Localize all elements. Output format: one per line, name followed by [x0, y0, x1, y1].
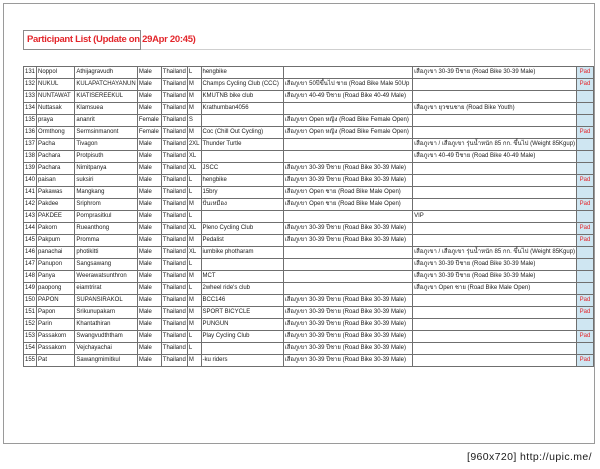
row-number-cell: 149: [24, 283, 37, 295]
team-cell: MCT: [201, 271, 283, 283]
first-name-cell: Passakorn: [37, 343, 75, 355]
table-row: [24, 79, 594, 91]
row-number-cell: 135: [24, 115, 37, 127]
row-number-cell: 136: [24, 127, 37, 139]
category-cell: เสือภูเขา 30-39 ปีชาย (Road Bike 30-39 Male): [283, 295, 412, 307]
gender-cell: Male: [137, 319, 161, 331]
category-alt-cell: เสือภูเขา 30-39 ปีชาย (Road Bike 30-39 Male): [413, 259, 577, 271]
first-name-cell: Nuttasak: [37, 103, 75, 115]
table-row: [24, 247, 594, 259]
first-name-cell: Passakorn: [37, 331, 75, 343]
category-cell: [283, 67, 412, 79]
gender-cell: Male: [137, 283, 161, 295]
table-row: [24, 295, 594, 307]
row-number-cell: 139: [24, 163, 37, 175]
pad-cell: [577, 283, 594, 295]
image-host-footer: [960x720] http://upic.me/: [467, 451, 592, 463]
gender-cell: Male: [137, 103, 161, 115]
first-name-cell: NUNTAWAT: [37, 91, 75, 103]
shirt-size-cell: M: [187, 235, 201, 247]
first-name-cell: NUKUL: [37, 79, 75, 91]
table-row: [24, 211, 594, 223]
category-cell: เสือภูเขา 30-39 ปีชาย (Road Bike 30-39 Male): [283, 235, 412, 247]
team-cell: Champs Cycling Club (CCC): [201, 79, 283, 91]
first-name-cell: PAKDEE: [37, 211, 75, 223]
category-alt-cell: [413, 307, 577, 319]
table-row: [24, 163, 594, 175]
document-page: [3, 3, 595, 444]
pad-cell: [577, 151, 594, 163]
category-alt-cell: [413, 343, 577, 355]
last-name-cell: photikitti: [75, 247, 137, 259]
team-cell: JSCC: [201, 163, 283, 175]
country-cell: Thailand: [161, 295, 187, 307]
row-number-cell: 138: [24, 151, 37, 163]
shirt-size-cell: L: [187, 259, 201, 271]
country-cell: Thailand: [161, 199, 187, 211]
team-cell: [201, 211, 283, 223]
first-name-cell: Pakdee: [37, 199, 75, 211]
category-cell: เสือภูเขา 30-39 ปีชาย (Road Bike 30-39 Male): [283, 331, 412, 343]
team-cell: Krathumban4056: [201, 103, 283, 115]
gender-cell: Male: [137, 247, 161, 259]
category-alt-cell: เสือภูเขา 40-49 ปีชาย (Road Bike 40-49 Male): [413, 151, 577, 163]
category-cell: [283, 211, 412, 223]
country-cell: Thailand: [161, 331, 187, 343]
first-name-cell: paopong: [37, 283, 75, 295]
pad-cell: [577, 115, 594, 127]
country-cell: Thailand: [161, 91, 187, 103]
shirt-size-cell: XL: [187, 223, 201, 235]
team-cell: iumbike photharam: [201, 247, 283, 259]
row-number-cell: 131: [24, 67, 37, 79]
category-cell: เสือภูเขา 30-39 ปีชาย (Road Bike 30-39 Male): [283, 163, 412, 175]
category-cell: เสือภูเขา 50ปีขึ้นไป ชาย (Road Bike Male 50Up: [283, 79, 412, 91]
team-cell: SPORT BICYCLE: [201, 307, 283, 319]
table-row: [24, 223, 594, 235]
category-alt-cell: [413, 115, 577, 127]
table-row: [24, 259, 594, 271]
row-number-cell: 147: [24, 259, 37, 271]
last-name-cell: SUPANSIRAKOL: [75, 295, 137, 307]
table-row: [24, 271, 594, 283]
row-number-cell: 143: [24, 211, 37, 223]
gender-cell: Male: [137, 235, 161, 247]
category-cell: เสือภูเขา 30-39 ปีชาย (Road Bike 30-39 Male): [283, 223, 412, 235]
table-row: [24, 103, 594, 115]
table-row: [24, 199, 594, 211]
gender-cell: Male: [137, 355, 161, 367]
team-cell: Coc (Chill Out Cycling): [201, 127, 283, 139]
shirt-size-cell: L: [187, 211, 201, 223]
first-name-cell: Ormthong: [37, 127, 75, 139]
pad-cell: [577, 163, 594, 175]
gender-cell: Male: [137, 163, 161, 175]
category-cell: [283, 103, 412, 115]
category-cell: เสือภูเขา 30-39 ปีชาย (Road Bike 30-39 Male): [283, 175, 412, 187]
country-cell: Thailand: [161, 127, 187, 139]
gender-cell: Male: [137, 259, 161, 271]
country-cell: Thailand: [161, 223, 187, 235]
row-number-cell: 151: [24, 307, 37, 319]
table-row: [24, 139, 594, 151]
row-number-cell: 134: [24, 103, 37, 115]
pad-cell: [577, 211, 594, 223]
first-name-cell: PAPON: [37, 295, 75, 307]
row-number-cell: 144: [24, 223, 37, 235]
team-cell: [201, 343, 283, 355]
pad-cell: Pad: [577, 79, 594, 91]
first-name-cell: panachai: [37, 247, 75, 259]
category-alt-cell: เสือภูเขา 30-39 ปีชาย (Road Bike 30-39 Male): [413, 67, 577, 79]
shirt-size-cell: M: [187, 91, 201, 103]
country-cell: Thailand: [161, 235, 187, 247]
first-name-cell: Panupon: [37, 259, 75, 271]
last-name-cell: Klamsuea: [75, 103, 137, 115]
last-name-cell: Rueanthong: [75, 223, 137, 235]
table-row: [24, 343, 594, 355]
gender-cell: Female: [137, 115, 161, 127]
row-number-cell: 133: [24, 91, 37, 103]
category-cell: เสือภูเขา 30-39 ปีชาย (Road Bike 30-39 Male): [283, 343, 412, 355]
table-row: [24, 319, 594, 331]
country-cell: Thailand: [161, 211, 187, 223]
first-name-cell: Pakawas: [37, 187, 75, 199]
last-name-cell: Khantathiran: [75, 319, 137, 331]
pad-cell: Pad: [577, 307, 594, 319]
pad-cell: [577, 271, 594, 283]
first-name-cell: paisan: [37, 175, 75, 187]
country-cell: Thailand: [161, 259, 187, 271]
category-cell: [283, 139, 412, 151]
last-name-cell: Athijagravudh: [75, 67, 137, 79]
team-cell: Thunder Turtle: [201, 139, 283, 151]
last-name-cell: Mangkang: [75, 187, 137, 199]
shirt-size-cell: M: [187, 319, 201, 331]
category-alt-cell: [413, 163, 577, 175]
category-cell: เสือภูเขา Open หญิง (Road Bike Female Open): [283, 115, 412, 127]
row-number-cell: 145: [24, 235, 37, 247]
first-name-cell: Pakpum: [37, 235, 75, 247]
shirt-size-cell: L: [187, 67, 201, 79]
country-cell: Thailand: [161, 247, 187, 259]
country-cell: Thailand: [161, 319, 187, 331]
last-name-cell: KULAPATCHAYANUN: [75, 79, 137, 91]
shirt-size-cell: XL: [187, 163, 201, 175]
pad-cell: [577, 103, 594, 115]
category-alt-cell: [413, 319, 577, 331]
country-cell: Thailand: [161, 67, 187, 79]
table-row: [24, 91, 594, 103]
shirt-size-cell: 2XL: [187, 139, 201, 151]
country-cell: Thailand: [161, 283, 187, 295]
category-alt-cell: [413, 91, 577, 103]
pad-cell: Pad: [577, 331, 594, 343]
pad-cell: [577, 343, 594, 355]
country-cell: Thailand: [161, 175, 187, 187]
row-number-cell: 142: [24, 199, 37, 211]
country-cell: Thailand: [161, 103, 187, 115]
team-cell: hengbike: [201, 67, 283, 79]
pad-cell: [577, 247, 594, 259]
category-alt-cell: [413, 187, 577, 199]
category-cell: [283, 247, 412, 259]
category-alt-cell: [413, 175, 577, 187]
shirt-size-cell: L: [187, 283, 201, 295]
country-cell: Thailand: [161, 355, 187, 367]
row-number-cell: 150: [24, 295, 37, 307]
pad-cell: Pad: [577, 127, 594, 139]
gender-cell: Male: [137, 67, 161, 79]
pad-cell: Pad: [577, 175, 594, 187]
category-cell: [283, 271, 412, 283]
category-alt-cell: [413, 355, 577, 367]
category-alt-cell: [413, 127, 577, 139]
gender-cell: Male: [137, 343, 161, 355]
country-cell: Thailand: [161, 115, 187, 127]
last-name-cell: Sriphrom: [75, 199, 137, 211]
gender-cell: Male: [137, 271, 161, 283]
shirt-size-cell: M: [187, 103, 201, 115]
row-number-cell: 140: [24, 175, 37, 187]
shirt-size-cell: M: [187, 307, 201, 319]
gender-cell: Male: [137, 139, 161, 151]
last-name-cell: Vejchayachai: [75, 343, 137, 355]
team-cell: Pleno Cycling Club: [201, 223, 283, 235]
country-cell: Thailand: [161, 307, 187, 319]
last-name-cell: Sawangmimitkul: [75, 355, 137, 367]
category-cell: เสือภูเขา 30-39 ปีชาย (Road Bike 30-39 Male): [283, 319, 412, 331]
row-number-cell: 141: [24, 187, 37, 199]
country-cell: Thailand: [161, 187, 187, 199]
gender-cell: Male: [137, 175, 161, 187]
team-cell: -ku riders: [201, 355, 283, 367]
gender-cell: Male: [137, 295, 161, 307]
category-cell: เสือภูเขา 40-49 ปีชาย (Road Bike 40-49 Male): [283, 91, 412, 103]
team-cell: Pedalist: [201, 235, 283, 247]
gender-cell: Male: [137, 211, 161, 223]
row-number-cell: 137: [24, 139, 37, 151]
shirt-size-cell: L: [187, 187, 201, 199]
shirt-size-cell: M: [187, 295, 201, 307]
first-name-cell: Pat: [37, 355, 75, 367]
table-row: [24, 283, 594, 295]
table-row: [24, 187, 594, 199]
team-cell: BCC146: [201, 295, 283, 307]
pad-cell: Pad: [577, 199, 594, 211]
category-cell: เสือภูเขา Open ชาย (Road Bike Male Open): [283, 187, 412, 199]
table-row: [24, 115, 594, 127]
table-body: [24, 67, 594, 367]
participant-table: [23, 66, 594, 367]
gender-cell: Male: [137, 307, 161, 319]
last-name-cell: Weerawatsunthron: [75, 271, 137, 283]
country-cell: Thailand: [161, 151, 187, 163]
gender-cell: Male: [137, 187, 161, 199]
table-row: [24, 307, 594, 319]
row-number-cell: 152: [24, 319, 37, 331]
pad-cell: Pad: [577, 67, 594, 79]
row-number-cell: 153: [24, 331, 37, 343]
shirt-size-cell: M: [187, 199, 201, 211]
category-alt-cell: เสือภูเขา / เสือภูเขา รุ่นน้ำหนัก 85 กก. ขึ้นไป (Weight 85Kgup): [413, 247, 577, 259]
team-cell: [201, 115, 283, 127]
last-name-cell: KIATISEREEKUL: [75, 91, 137, 103]
category-cell: เสือภูเขา Open ชาย (Road Bike Male Open): [283, 199, 412, 211]
category-alt-cell: [413, 295, 577, 307]
row-number-cell: 155: [24, 355, 37, 367]
page-title: Participant List (Update on 29Apr 20:45): [23, 30, 141, 50]
shirt-size-cell: L: [187, 343, 201, 355]
last-name-cell: Swangvudththam: [75, 331, 137, 343]
last-name-cell: Sermsinmanont: [75, 127, 137, 139]
last-name-cell: Pornprasitkul: [75, 211, 137, 223]
shirt-size-cell: M: [187, 127, 201, 139]
last-name-cell: Srikunupakarn: [75, 307, 137, 319]
shirt-size-cell: M: [187, 271, 201, 283]
table-row: [24, 151, 594, 163]
gender-cell: Male: [137, 151, 161, 163]
pad-cell: [577, 91, 594, 103]
last-name-cell: Promma: [75, 235, 137, 247]
gender-cell: Male: [137, 91, 161, 103]
gender-cell: Male: [137, 199, 161, 211]
pad-cell: [577, 187, 594, 199]
category-alt-cell: เสือภูเขา ยุวชนชาย (Road Bike Youth): [413, 103, 577, 115]
team-cell: KMUTNB bike club: [201, 91, 283, 103]
first-name-cell: Pachara: [37, 163, 75, 175]
category-alt-cell: [413, 79, 577, 91]
row-number-cell: 132: [24, 79, 37, 91]
category-alt-cell: [413, 235, 577, 247]
first-name-cell: Panya: [37, 271, 75, 283]
category-cell: เสือภูเขา 30-39 ปีชาย (Road Bike 30-39 Male): [283, 307, 412, 319]
category-alt-cell: เสือภูเขา / เสือภูเขา รุ่นน้ำหนัก 85 กก. ขึ้นไป (Weight 85Kgup): [413, 139, 577, 151]
first-name-cell: Noppol: [37, 67, 75, 79]
country-cell: Thailand: [161, 139, 187, 151]
row-number-cell: 146: [24, 247, 37, 259]
gender-cell: Male: [137, 223, 161, 235]
pad-cell: Pad: [577, 223, 594, 235]
last-name-cell: ananrit: [75, 115, 137, 127]
first-name-cell: Pakorn: [37, 223, 75, 235]
shirt-size-cell: XL: [187, 151, 201, 163]
pad-cell: Pad: [577, 235, 594, 247]
first-name-cell: Pachara: [37, 151, 75, 163]
team-cell: Play Cycling Club: [201, 331, 283, 343]
country-cell: Thailand: [161, 163, 187, 175]
pad-cell: Pad: [577, 355, 594, 367]
shirt-size-cell: M: [187, 355, 201, 367]
category-cell: [283, 151, 412, 163]
gender-cell: Male: [137, 79, 161, 91]
category-alt-cell: [413, 199, 577, 211]
pad-cell: Pad: [577, 295, 594, 307]
team-cell: ปั่นเหมือง: [201, 199, 283, 211]
pad-cell: [577, 319, 594, 331]
last-name-cell: Sangsawang: [75, 259, 137, 271]
team-cell: [201, 151, 283, 163]
table-row: [24, 127, 594, 139]
team-cell: 15bry: [201, 187, 283, 199]
pad-cell: [577, 259, 594, 271]
category-alt-cell: เสือภูเขา Open ชาย (Road Bike Male Open): [413, 283, 577, 295]
category-alt-cell: [413, 331, 577, 343]
last-name-cell: eiamtrirat: [75, 283, 137, 295]
table-row: [24, 235, 594, 247]
first-name-cell: Papon: [37, 307, 75, 319]
first-name-cell: Parin: [37, 319, 75, 331]
shirt-size-cell: L: [187, 175, 201, 187]
category-alt-cell: VIP: [413, 211, 577, 223]
table-row: [24, 175, 594, 187]
last-name-cell: Nimitpanya: [75, 163, 137, 175]
row-number-cell: 148: [24, 271, 37, 283]
shirt-size-cell: XL: [187, 247, 201, 259]
team-cell: hengbike: [201, 175, 283, 187]
gender-cell: Female: [137, 127, 161, 139]
category-alt-cell: [413, 223, 577, 235]
team-cell: [201, 259, 283, 271]
pad-cell: [577, 139, 594, 151]
category-cell: [283, 259, 412, 271]
table-row: [24, 331, 594, 343]
team-cell: 2wheel ride's club: [201, 283, 283, 295]
category-cell: [283, 283, 412, 295]
row-number-cell: 154: [24, 343, 37, 355]
category-cell: เสือภูเขา 30-39 ปีชาย (Road Bike 30-39 Male): [283, 355, 412, 367]
team-cell: PUNGUN: [201, 319, 283, 331]
first-name-cell: Pacha: [37, 139, 75, 151]
table-row: [24, 67, 594, 79]
shirt-size-cell: S: [187, 115, 201, 127]
header-rule: [141, 49, 591, 50]
first-name-cell: praya: [37, 115, 75, 127]
country-cell: Thailand: [161, 271, 187, 283]
country-cell: Thailand: [161, 79, 187, 91]
table-row: [24, 355, 594, 367]
last-name-cell: Tivagon: [75, 139, 137, 151]
shirt-size-cell: L: [187, 331, 201, 343]
gender-cell: Male: [137, 331, 161, 343]
country-cell: Thailand: [161, 343, 187, 355]
category-cell: เสือภูเขา Open หญิง (Road Bike Female Open): [283, 127, 412, 139]
shirt-size-cell: M: [187, 79, 201, 91]
last-name-cell: Protpisuth: [75, 151, 137, 163]
category-alt-cell: เสือภูเขา 30-39 ปีชาย (Road Bike 30-39 Male): [413, 271, 577, 283]
last-name-cell: suksiri: [75, 175, 137, 187]
